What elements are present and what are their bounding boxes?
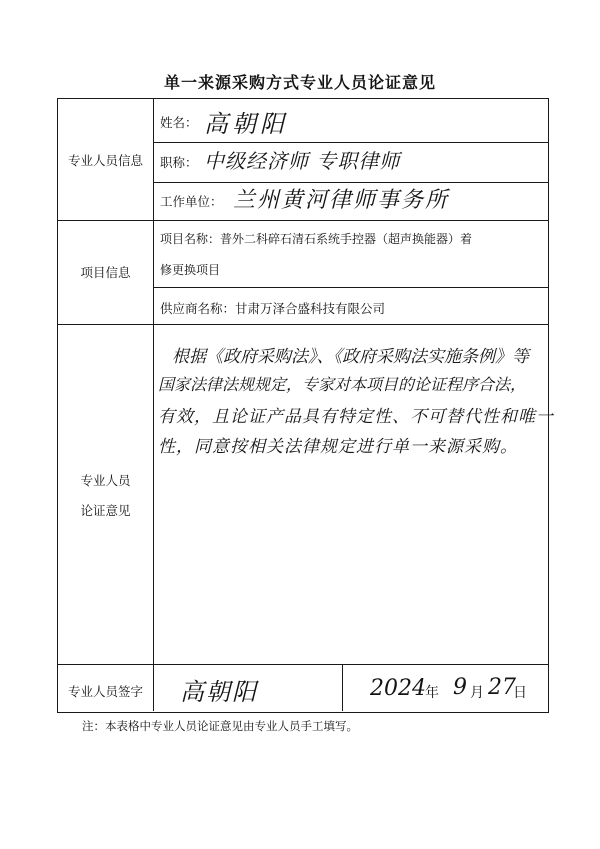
document-title: 单一来源采购方式专业人员论证意见 [163,73,436,92]
title-label: 职称： [160,155,198,170]
section-divider-project [58,324,549,325]
name-label: 姓名： [160,115,198,130]
section-divider-expert [58,220,549,221]
opinion-form-table [57,98,554,713]
signature-section-label: 专业人员签字 [67,684,143,699]
opinion-text-line-4: 性，同意按相关法律规定进行单一来源采购。 [158,437,518,457]
employer-value: 兰州黄河律师事务所 [233,188,450,213]
signature-date-month-unit: 月 [470,685,484,701]
column-divider [153,99,154,711]
opinion-section-label-line2: 论证意见 [80,503,131,518]
title-value: 中级经济师 专职律师 [204,149,401,173]
project-name-line2: 修更换项目 [160,263,221,277]
project-name-line1: 项目名称：普外二科碎石清石系统手控器（超声换能器）着 [160,232,473,246]
supplier-name: 供应商名称：甘肃万泽合盛科技有限公司 [160,301,386,316]
opinion-text-line-1: 根据《政府采购法》、《政府采购法实施条例》等 [172,347,529,367]
signature-date-divider [342,664,343,711]
signature-date-day-unit: 日 [513,685,527,701]
opinion-text-line-3: 有效，且论证产品具有特定性、不可替代性和唯一 [158,407,554,427]
employer-label: 工作单位： [160,194,223,209]
opinion-section-label-line1: 专业人员 [80,473,131,488]
signature-date-year-unit: 年 [425,685,439,701]
signature-date-day: 27 [488,675,516,700]
row-divider-name [153,142,549,143]
expert-signature: 高朝阳 [180,678,258,706]
signature-date-year: 2024 [370,676,426,701]
opinion-text-line-2: 国家法律法规规定，专家对本项目的论证程序合法， [158,375,527,394]
form-footnote: 注：本表格中专业人员论证意见由专业人员手工填写。 [82,719,358,733]
expert-info-section-label: 专业人员信息 [67,153,143,168]
name-value: 高朝阳 [204,110,288,138]
signature-date-month: 9 [453,675,467,700]
row-divider-project [153,287,549,288]
section-divider-opinion [58,664,549,665]
project-info-section-label: 项目信息 [80,265,131,280]
